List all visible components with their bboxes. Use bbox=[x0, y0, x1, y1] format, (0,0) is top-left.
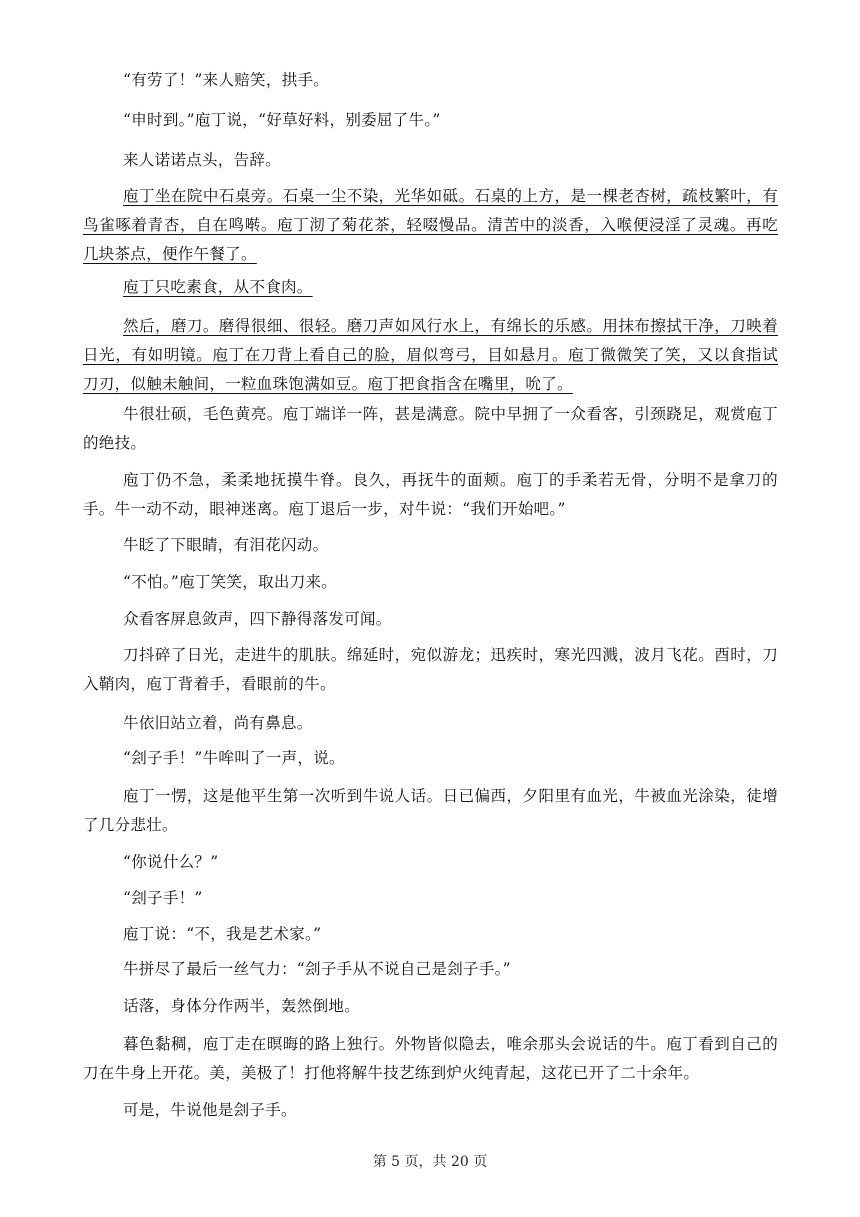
paragraph-1: “有劳了！”来人赔笑，拱手。 bbox=[123, 71, 330, 89]
paragraph-13: 牛依旧站立着，尚有鼻息。 bbox=[123, 714, 313, 732]
paragraph-10: “不怕。”庖丁笑笑，取出刀来。 bbox=[123, 573, 338, 591]
paragraph-3: 来人诺诺点头，告辞。 bbox=[123, 151, 282, 169]
paragraph-15: 庖丁一愣，这是他平生第一次听到牛说人话。日已偏西，夕阳里有血光，牛被血光涂染，徒增了几分悲壮。 bbox=[83, 787, 778, 834]
page-number-footer: 第 5 页，共 20 页 bbox=[372, 1154, 488, 1170]
paragraph-16: “你说什么？” bbox=[123, 853, 219, 871]
paragraph-6-underlined: 然后，磨刀。磨得很细、很轻。磨刀声如风行水上，有绵长的乐感。用抹布擦拭干净，刀映着日光，有如明镜。庖丁在刀背上看自己的脸，眉似弯弓，目如悬月。庖丁微微笑了笑，又以食指试刀刃，似触未触间，一粒血珠饱满如豆。庖丁把食指含在嘴里，吮了。 bbox=[83, 317, 778, 393]
paragraph-14: “刽子手！”牛哞叫了一声，说。 bbox=[123, 749, 345, 767]
paragraph-17: “刽子手！” bbox=[123, 889, 203, 907]
paragraph-11: 众看客屏息敛声，四下静得落发可闻。 bbox=[123, 610, 392, 628]
paragraph-9: 牛眨了下眼睛，有泪花闪动。 bbox=[123, 536, 329, 554]
paragraph-22: 可是，牛说他是刽子手。 bbox=[123, 1101, 297, 1119]
paragraph-19: 牛拼尽了最后一丝气力：“刽子手从不说自己是刽子手。” bbox=[123, 960, 511, 978]
paragraph-18: 庖丁说：“不，我是艺术家。” bbox=[123, 925, 322, 943]
paragraph-8: 庖丁仍不急，柔柔地抚摸牛脊。良久，再抚牛的面颊。庖丁的手柔若无骨，分明不是拿刀的手。牛一动不动，眼神迷离。庖丁退后一步，对牛说：“我们开始吧。” bbox=[83, 471, 778, 518]
paragraph-21: 暮色黏稠，庖丁走在暝晦的路上独行。外物皆似隐去，唯余那头会说话的牛。庖丁看到自己的刀在牛身上开花。美，美极了！打他将解牛技艺练到炉火纯青起，这花已开了二十余年。 bbox=[83, 1035, 778, 1082]
paragraph-12: 刀抖碎了日光，走进牛的肌肤。绵延时，宛似游龙；迅疾时，寒光四溅，波月飞花。酉时，刀入鞘肉，庖丁背着手，看眼前的牛。 bbox=[83, 646, 778, 693]
paragraph-2: “申时到。”庖丁说，“好草好料，别委屈了牛。” bbox=[123, 111, 441, 129]
paragraph-5-underlined: 庖丁只吃素食，从不食肉。 bbox=[123, 278, 313, 296]
paragraph-20: 话落，身体分作两半，轰然倒地。 bbox=[123, 997, 361, 1015]
paragraph-7: 牛很壮硕，毛色黄亮。庖丁端详一阵，甚是满意。院中早拥了一众看客，引颈跷足，观赏庖丁的绝技。 bbox=[83, 405, 778, 452]
paragraph-4-underlined: 庖丁坐在院中石桌旁。石桌一尘不染，光华如砥。石桌的上方，是一棵老杏树，疏枝繁叶，有鸟雀啄着青杏，自在鸣啭。庖丁沏了菊花茶，轻啜慢品。清苦中的淡香，入喉便浸淫了灵魂。再吃几块茶点，便作午餐了。 bbox=[83, 187, 778, 263]
